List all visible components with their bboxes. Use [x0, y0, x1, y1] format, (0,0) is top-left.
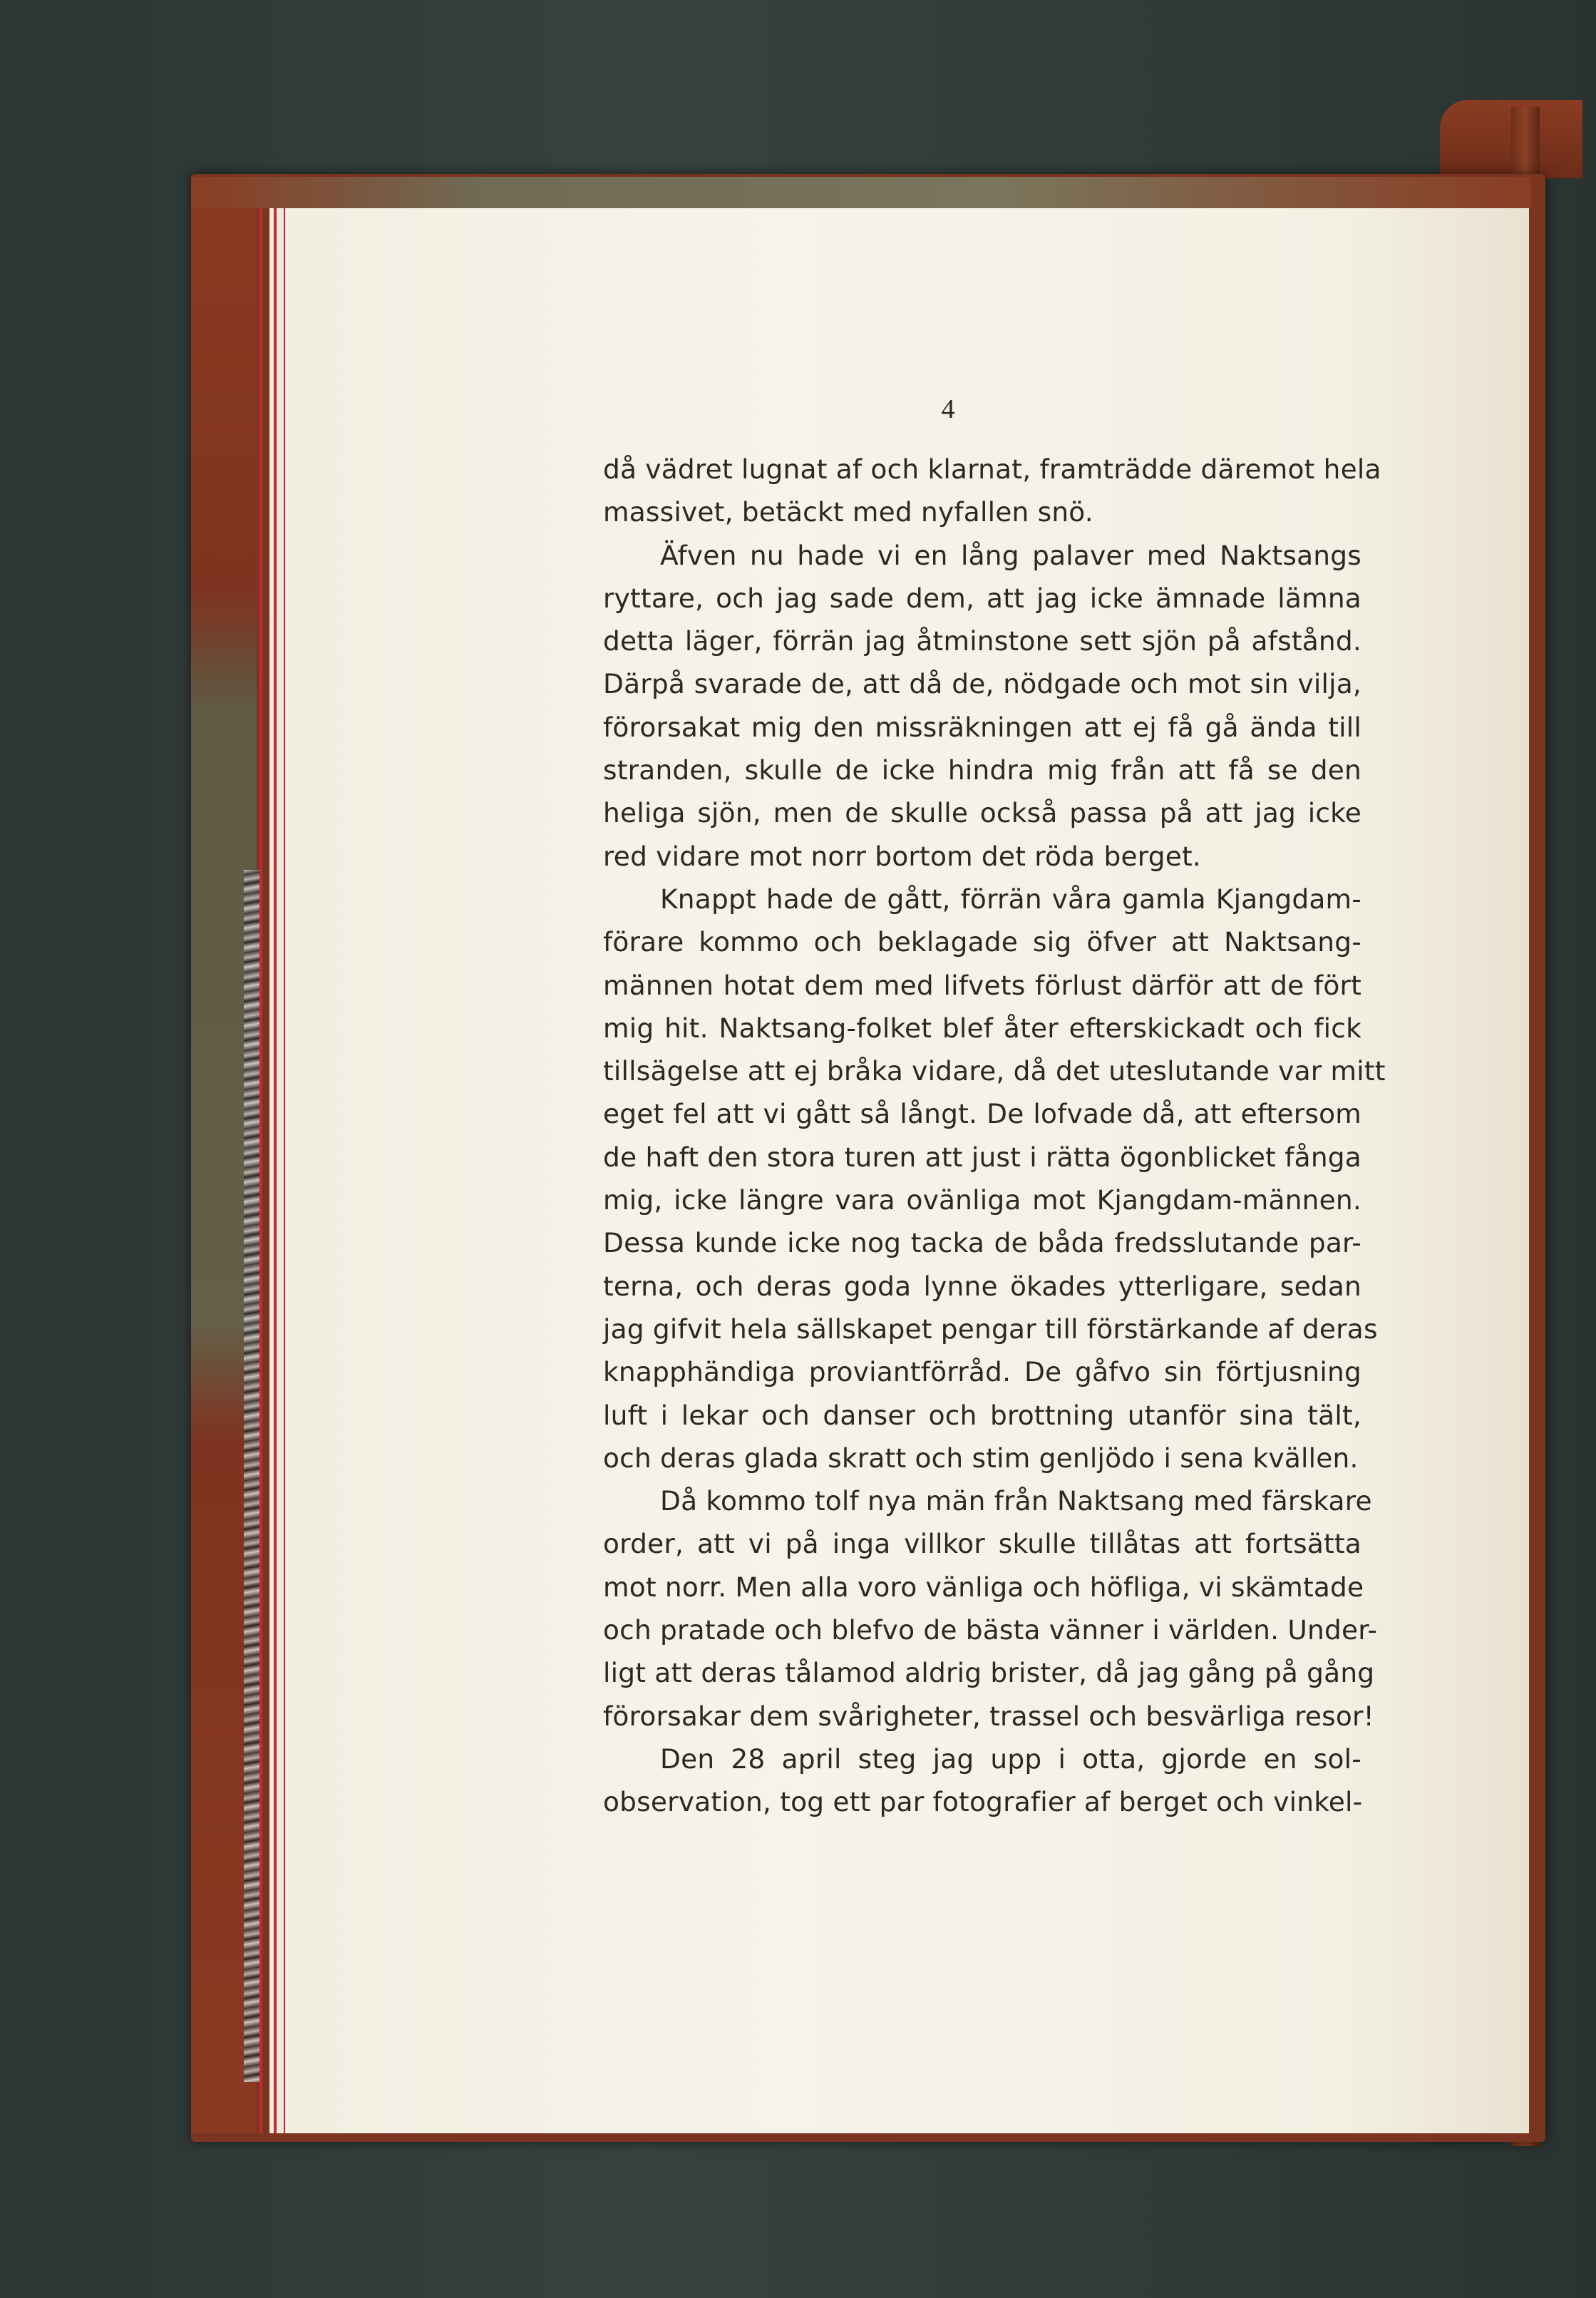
text-line: Den 28 april steg jag upp i otta, gjorde en sol-	[660, 1743, 1361, 1775]
text-line: Knappt hade de gått, förrän våra gamla Kjangdam-	[660, 883, 1361, 915]
marbled-endpaper	[244, 870, 259, 2082]
text-line: mot norr. Men alla voro vänliga och höfliga, vi skämtade	[603, 1571, 1364, 1603]
text-line: jag gifvit hela sällskapet pengar till förstärkande af deras	[603, 1313, 1378, 1345]
text-line: förare kommo och beklagade sig öfver att Naktsang-	[603, 926, 1361, 958]
text-line: ryttare, och jag sade dem, att jag icke ämnade lämna	[603, 582, 1361, 614]
text-line: och deras glada skratt och stim genljödo i sena kvällen.	[603, 1442, 1359, 1474]
text-line: luft i lekar och danser och brottning utanför sina tält,	[603, 1399, 1361, 1431]
text-line: eget fel att vi gått så långt. De lofvade då, att eftersom	[603, 1098, 1361, 1130]
text-line: förorsakat mig den missräkningen att ej få gå ända till	[603, 711, 1361, 743]
text-line: Äfven nu hade vi en lång palaver med Naktsangs	[660, 539, 1361, 571]
text-line: detta läger, förrän jag åtminstone sett sjön på afstånd.	[603, 625, 1361, 657]
text-line: red vidare mot norr bortom det röda berget.	[603, 840, 1202, 872]
text-line: heliga sjön, men de skulle också passa på att jag icke	[603, 797, 1361, 829]
text-line: ligt att deras tålamod aldrig brister, då jag gång på gång	[603, 1657, 1375, 1689]
page-number: 4	[941, 394, 955, 424]
text-line: tillsägelse att ej bråka vidare, då det uteslutande var mitt	[603, 1055, 1386, 1087]
red-edge-rule	[274, 208, 277, 2133]
text-line: då vädret lugnat af och klarnat, framträdde däremot hela	[603, 453, 1381, 485]
text-line: Därpå svarade de, att då de, nödgade och mot sin vilja,	[603, 668, 1361, 700]
text-line: mig hit. Naktsang-folket blef åter efterskickadt och fick	[603, 1012, 1361, 1044]
text-line: observation, tog ett par fotografier af berget och vinkel-	[603, 1786, 1363, 1818]
text-line: knapphändiga proviantförråd. De gåfvo sin förtjusning	[603, 1356, 1361, 1388]
text-line: terna, och deras goda lynne ökades ytterligare, sedan	[603, 1270, 1361, 1302]
red-edge-rule	[259, 208, 262, 2133]
text-line: de haft den stora turen att just i rätta ögonblicket fånga	[603, 1141, 1361, 1173]
text-line: order, att vi på inga villkor skulle tillåtas att fortsätta	[603, 1528, 1361, 1560]
text-line: och pratade och blefvo de bästa vänner i världen. Under-	[603, 1614, 1378, 1646]
text-line: Då kommo tolf nya män från Naktsang med färskare	[660, 1485, 1372, 1517]
text-line: männen hotat dem med lifvets förlust därför att de fört	[603, 969, 1361, 1001]
text-line: massivet, betäckt med nyfallen snö.	[603, 496, 1093, 528]
body-text	[603, 448, 1386, 1824]
text-line: Dessa kunde icke nog tacka de båda fredsslutande par-	[603, 1227, 1361, 1259]
text-line: stranden, skulle de icke hindra mig från att få se den	[603, 754, 1361, 786]
text-line: förorsakar dem svårigheter, trassel och besvärliga resor!	[603, 1700, 1374, 1732]
cover-cloth-strip-top	[191, 177, 1531, 208]
text-line: mig, icke längre vara ovänliga mot Kjangdam-männen.	[603, 1184, 1361, 1216]
